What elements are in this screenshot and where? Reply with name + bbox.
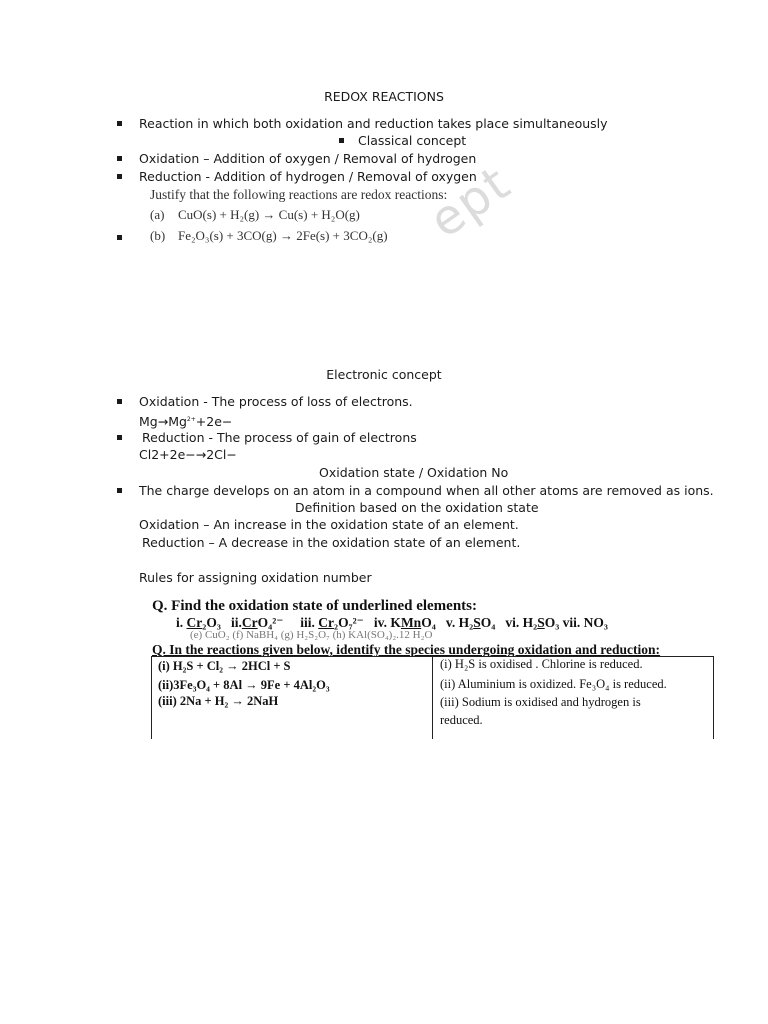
answer-row: reduced.	[440, 713, 483, 727]
question-1: Q. Find the oxidation state of underlined elements:	[152, 598, 477, 614]
faded-row: (e) CuO₂ (f) NaBH₄ (g) H₂S₂O₇ (h) KAl(SO₄)₂.12 H₂O	[190, 629, 433, 641]
reaction-table	[151, 656, 714, 739]
intro-text: Reaction in which both oxidation and reduction takes place simultaneously	[139, 116, 608, 131]
ox-state-reduction: Reduction – A decrease in the oxidation state of an element.	[142, 535, 521, 550]
reduction-equation: Cl2+2e−→2Cl−	[139, 447, 237, 462]
justify-question: Justify that the following reactions are redox reactions:	[150, 187, 448, 202]
ox-state-definition: The charge develops on an atom in a compound when all other atoms are removed as ions.	[139, 483, 714, 498]
item-5: v. H₂SO₄	[445, 615, 496, 630]
reaction-a-label: (a)	[150, 207, 165, 222]
answer-row: (iii) Sodium is oxidised and hydrogen is	[440, 695, 641, 709]
answer-row: (i) H₂S is oxidised . Chlorine is reduced.	[440, 657, 643, 671]
question-2: Q. In the reactions given below, identify the species undergoing oxidation and reduction:	[152, 642, 661, 657]
table-row: (i) H₂S + Cl₂ → 2HCl + S	[158, 659, 291, 673]
electronic-reduction: Reduction - The process of gain of electrons	[142, 430, 417, 445]
reaction-b: Fe₂O₃(s) + 3CO(g) → 2Fe(s) + 3CO₂(g)	[178, 228, 388, 243]
table-divider	[432, 657, 433, 739]
watermark-text: ept	[419, 154, 522, 250]
classical-heading: Classical concept	[358, 133, 467, 148]
item-7: vii. NO₃	[562, 615, 608, 630]
reaction-a: CuO(s) + H₂(g) → Cu(s) + H₂O(g)	[178, 207, 360, 222]
rules-heading: Rules for assigning oxidation number	[139, 570, 372, 585]
def-heading: Definition based on the oxidation state	[295, 500, 539, 515]
item-3: iii. Cr₂O₇²⁻	[300, 615, 364, 630]
item-6: vi. H₂SO₃	[505, 615, 560, 630]
classical-reduction: Reduction - Addition of hydrogen / Removal of oxygen	[139, 169, 477, 184]
page-title: REDOX REACTIONS	[324, 89, 444, 104]
classical-oxidation: Oxidation – Addition of oxygen / Removal of hydrogen	[139, 151, 477, 166]
table-row: (iii) 2Na + H₂ → 2NaH	[158, 694, 279, 708]
item-1: i. Cr₂O₃	[176, 615, 221, 630]
ox-state-oxidation: Oxidation – An increase in the oxidation state of an element.	[139, 517, 519, 532]
answer-row: (ii) Aluminium is oxidized. Fe₃O₄ is reduced.	[440, 677, 667, 691]
item-2: ii.CrO₄²⁻	[231, 615, 284, 630]
table-row: (ii)3Fe₃O₄ + 8Al → 9Fe + 4Al₂O₃	[158, 678, 330, 692]
item-4: iv. KMnO₄	[373, 615, 436, 630]
electronic-heading: Electronic concept	[326, 367, 442, 382]
reaction-b-label: (b)	[150, 228, 166, 243]
electronic-oxidation: Oxidation - The process of loss of electrons.	[139, 394, 413, 409]
ox-state-heading: Oxidation state / Oxidation No	[319, 465, 509, 480]
oxidation-equation: $Mg\to Mg^{2+}+2e-$	[139, 414, 233, 429]
